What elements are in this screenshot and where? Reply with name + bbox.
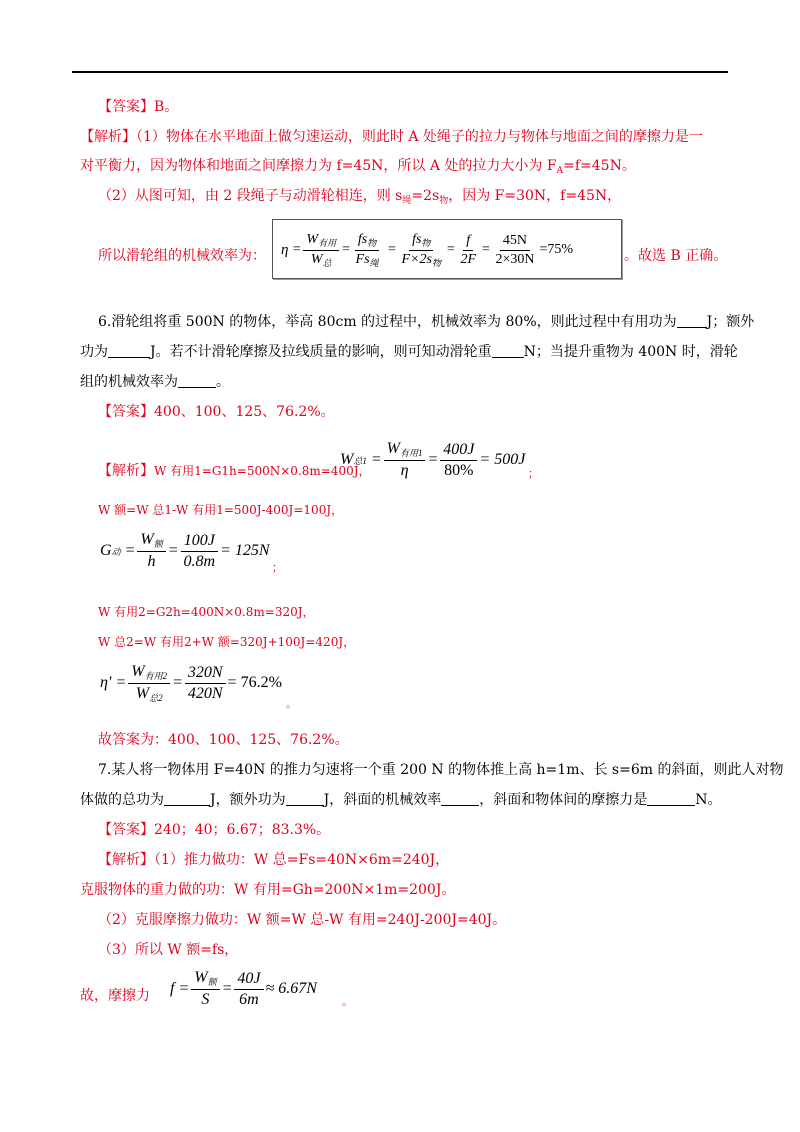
q6-efficiency2-formula: η′ = $\frac{W_{有用2}}{W_{总2}}$ = $\frac{320N}{420N}$ = 76.2% <box>100 662 282 703</box>
q7-friction-formula: f = $\frac{W_额}{S}$ = $\frac{40J}{6m}$ ≈ 6.67N <box>170 969 317 1009</box>
q7-stem-line1: 7.某人将一物体用 F=40N 的推力匀速将一个重 200 N 的物体推上高 h=1m、长 s=6m 的斜面，则此人对物 <box>98 762 784 778</box>
q6-stem-line2: 功为 J。若不计滑轮摩擦及拉线质量的影响，则可知动滑轮重 N；当提升重物为 400N 时，滑轮 <box>80 344 738 360</box>
q5-efficiency-suffix: 。故选 B 正确。 <box>624 248 728 264</box>
q7-analysis-line4: （3）所以 W 额=fs， <box>98 942 239 958</box>
q6-f1-tail: ； <box>528 467 539 480</box>
q5-efficiency-prefix: 所以滑轮组的机械效率为： <box>98 248 266 264</box>
header-rule <box>72 71 728 73</box>
q6-total-work2: W 总2=W 有用2+W 额=320J+100J=420J， <box>98 635 356 649</box>
q7-stem-line2: 体做的总功为 J，额外功为 J，斜面的机械效率 ，斜面和物体间的摩擦力是 N。 <box>80 792 722 808</box>
q5-efficiency-formula: η = $\frac{W_{有用}}{W_总}$ = $\frac{fs_物}{Fs_绳}$ = $\frac{fs_物}{F\times 2s_物}$ = $\frac{f}{2F}$ = $\frac{45N}{2\times 30N}$ =75% <box>272 219 622 279</box>
q6-conclusion: 故答案为：400、100、125、76.2%。 <box>98 732 349 748</box>
q6-answer: 【答案】400、100、125、76.2%。 <box>98 404 335 420</box>
q7-answer: 【答案】240；40；6.67；83.3%。 <box>98 822 331 838</box>
q5-answer: 【答案】B。 <box>98 99 179 115</box>
q5-analysis-line1: 【解析】（1）物体在水平地面上做匀速运动，则此时 A 处绳子的拉力与物体与地面之间的摩擦力是一 <box>80 129 703 145</box>
q7-f-tail: 。 <box>342 995 353 1008</box>
q5-analysis-line3: （2）从图可知，由 2 段绳子与动滑轮相连，则 $s_绳=2s_物$，因为 F=30N，f=45N， <box>98 188 622 206</box>
q7-analysis-line1: 【解析】（1）推力做功：W 总=Fs=40N×6m=240J， <box>98 852 450 868</box>
q7-analysis-line2: 克服物体的重力做的功：W 有用=Gh=200N×1m=200J。 <box>80 882 456 898</box>
q6-stem-line3: 组的机械效率为 。 <box>80 374 230 390</box>
q7-analysis-line3: （2）克服摩擦力做功：W 额=W 总-W 有用=240J-200J=40J。 <box>98 912 507 928</box>
q6-f2-tail: ； <box>272 561 283 574</box>
q6-analysis-line1: 【解析】W 有用1=G1h=500N×0.8m=400J， <box>98 463 371 479</box>
q7-friction-prefix: 故，摩擦力 <box>80 988 150 1004</box>
q6-pulley-weight-formula: G 动 = $\frac{W_额}{h}$ = $\frac{100J}{0.8m}$ = 125N <box>100 531 270 571</box>
q6-stem-line1: 6.滑轮组将重 500N 的物体，举高 80cm 的过程中，机械效率为 80%，则此过程中有用功为 J；额外 <box>98 314 755 330</box>
q6-f3-tail: 。 <box>286 697 297 710</box>
q6-extra-work: W 额=W 总1-W 有用1=500J-400J=100J， <box>98 503 344 517</box>
q6-total-work-formula: W 总1 = $\frac{W_{有用1}}{\eta}$ = $\frac{400J}{80\%}$ = 500J <box>340 440 526 480</box>
q6-useful-work2: W 有用2=G2h=400N×0.8m=320J， <box>98 605 315 619</box>
q5-analysis-line2: 对平衡力，因为物体和地面之间摩擦力为 f=45N，所以 A 处的拉力大小为 $F_A=f=45N$。 <box>80 158 636 176</box>
